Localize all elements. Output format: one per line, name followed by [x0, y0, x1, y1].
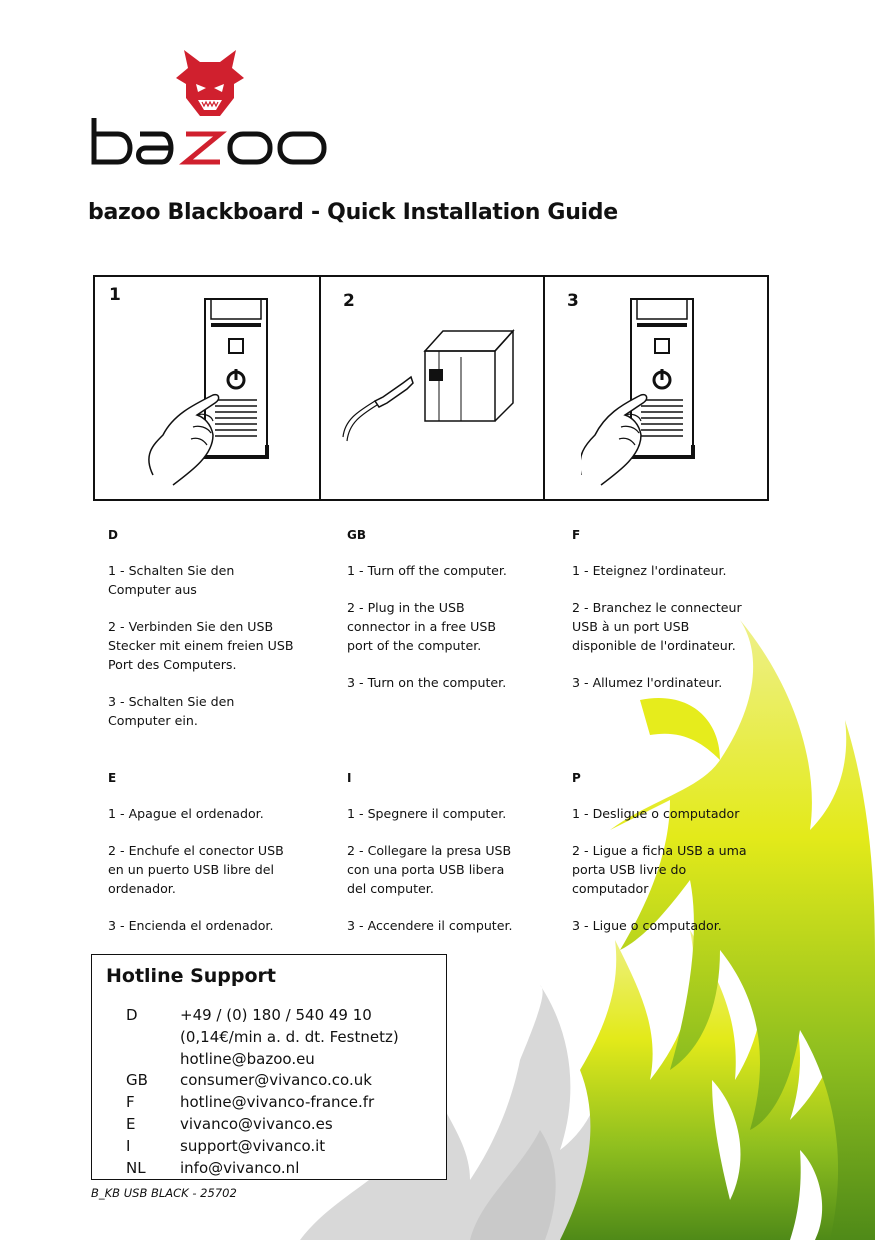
press-power-button-illustration [133, 295, 283, 495]
steps-panel [93, 275, 769, 501]
instruction-step-3: 3 - Schalten Sie den Computer ein. [108, 694, 235, 728]
hotline-email: consumer@vivanco.co.uk [180, 1071, 372, 1090]
instruction-step-2: 2 - Enchufe el conector USB en un puerto USB libre del ordenador. [108, 843, 284, 896]
step-number: 2 [343, 291, 355, 311]
hotline-row [126, 1070, 372, 1092]
instruction-step-3: 3 - Ligue o computador. [572, 918, 722, 933]
step-2 [319, 277, 545, 499]
dragon-head-icon [176, 50, 244, 116]
hotline-support-box [91, 954, 447, 1180]
lang-code: E [108, 771, 117, 785]
instruction-step-1: 1 - Apague el ordenador. [108, 806, 264, 821]
instruction-step-3: 3 - Encienda el ordenador. [108, 918, 274, 933]
hotline-email: support@vivanco.it [180, 1136, 326, 1155]
instruction-step-3: 3 - Allumez l'ordinateur. [572, 675, 723, 690]
bazoo-logo [88, 36, 332, 168]
step-3 [543, 277, 771, 499]
hotline-email: info@vivanco.nl [180, 1158, 300, 1177]
instruction-step-3: 3 - Turn on the computer. [347, 675, 507, 690]
hotline-title: Hotline Support [106, 965, 277, 987]
hotline-country-code: E [126, 1115, 136, 1133]
hotline-country-code: NL [126, 1158, 146, 1177]
lang-code: P [572, 771, 581, 785]
lang-block-e [108, 769, 328, 953]
lang-block-p [572, 769, 792, 953]
hotline-email: hotline@bazoo.eu [180, 1049, 315, 1068]
instruction-step-1: 1 - Desligue o computador [572, 806, 740, 821]
instruction-step-2: 2 - Ligue a ficha USB a uma porta USB livre do computador [572, 843, 747, 896]
press-power-button-illustration [581, 295, 731, 495]
instruction-step-1: 1 - Turn off the computer. [347, 563, 507, 578]
lang-block-f [572, 526, 792, 710]
hotline-country-code: GB [126, 1071, 148, 1090]
instruction-step-2: 2 - Plug in the USB connector in a free USB port of the computer. [347, 600, 496, 653]
hotline-row [126, 1158, 299, 1180]
hotline-phone: +49 / (0) 180 / 540 49 10 [180, 1006, 372, 1024]
step-number: 1 [109, 285, 121, 305]
hotline-row [126, 1027, 399, 1049]
hotline-email: hotline@vivanco-france.fr [180, 1093, 375, 1112]
document-code: B_KB USB BLACK - 25702 [91, 1186, 237, 1200]
hotline-country-code: D [126, 1006, 138, 1024]
lang-block-gb [347, 526, 567, 710]
hotline-rate-note: (0,14€/min a. d. dt. Festnetz) [180, 1027, 399, 1046]
lang-code: I [347, 771, 352, 785]
lang-code: D [108, 528, 118, 542]
hotline-row [126, 1092, 374, 1114]
hotline-email: vivanco@vivanco.es [180, 1115, 333, 1133]
page-title: bazoo Blackboard - Quick Installation Guide [88, 200, 618, 225]
instruction-step-2: 2 - Collegare la presa USB con una porta USB libera del computer. [347, 843, 512, 896]
step-number: 3 [567, 291, 579, 311]
step-1 [95, 277, 319, 499]
hotline-row [126, 1114, 333, 1136]
instruction-step-3: 3 - Accendere il computer. [347, 918, 513, 933]
bazoo-wordmark [94, 118, 324, 162]
lang-block-i [347, 769, 567, 953]
instruction-step-1: 1 - Spegnere il computer. [347, 806, 507, 821]
hotline-country-code: I [126, 1136, 131, 1155]
hotline-row [126, 1136, 325, 1158]
instruction-step-2: 2 - Branchez le connecteur USB à un port USB disponible de l'ordinateur. [572, 600, 742, 653]
hotline-row [126, 1005, 372, 1027]
hotline-row [126, 1049, 315, 1071]
plug-usb-illustration [339, 327, 529, 447]
instruction-step-1: 1 - Eteignez l'ordinateur. [572, 563, 727, 578]
lang-code: GB [347, 528, 366, 542]
hotline-country-code: F [126, 1093, 135, 1112]
instruction-step-2: 2 - Verbinden Sie den USB Stecker mit einem freien USB Port des Computers. [108, 619, 294, 672]
lang-block-d [108, 526, 328, 748]
instruction-step-1: 1 - Schalten Sie den Computer aus [108, 563, 235, 597]
lang-code: F [572, 528, 581, 542]
